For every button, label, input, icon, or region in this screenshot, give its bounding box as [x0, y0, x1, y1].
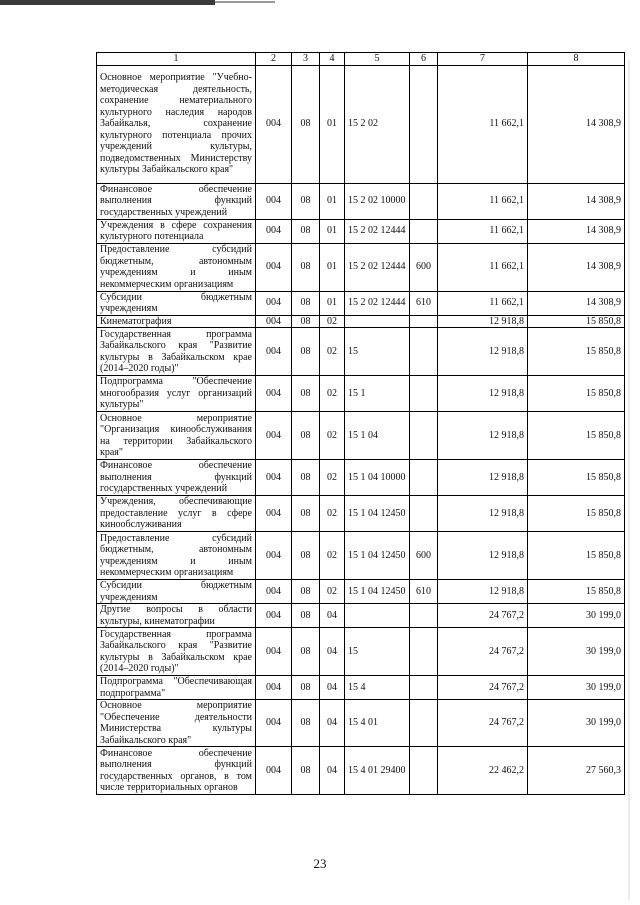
- cell-admin-code: 004: [256, 219, 292, 243]
- cell-admin-code: 004: [256, 376, 292, 412]
- cell-target-article: 15 4 01 29400: [345, 747, 410, 795]
- cell-amount-2: 14 308,9: [528, 243, 625, 291]
- cell-amount-2: 30 199,0: [528, 700, 625, 747]
- cell-amount-1: 12 918,8: [438, 496, 528, 532]
- cell-section: 08: [292, 376, 320, 412]
- cell-expense-type: [410, 460, 438, 496]
- cell-admin-code: 004: [256, 496, 292, 532]
- cell-amount-1: 11 662,1: [438, 65, 528, 183]
- cell-subsection: 04: [320, 604, 345, 628]
- table-header-row: [97, 53, 625, 66]
- table-row: [97, 676, 625, 700]
- cell-amount-2: 30 199,0: [528, 604, 625, 628]
- table-row: [97, 496, 625, 532]
- row-name: Финансовое обеспечение выполнения функций государственных учреждений: [97, 460, 256, 496]
- cell-admin-code: 004: [256, 412, 292, 460]
- cell-section: 08: [292, 291, 320, 315]
- cell-expense-type: [410, 65, 438, 183]
- row-name: Субсидии бюджетным учреждениям: [97, 580, 256, 604]
- row-name: Государственная программа Забайкальского края "Развитие культуры в Забайкальском крае (2014–2020 годы)": [97, 628, 256, 676]
- cell-amount-1: 12 918,8: [438, 580, 528, 604]
- cell-amount-2: 15 850,8: [528, 328, 625, 376]
- cell-amount-2: 15 850,8: [528, 496, 625, 532]
- cell-subsection: 02: [320, 496, 345, 532]
- cell-target-article: 15 2 02 10000: [345, 183, 410, 219]
- row-name: Финансовое обеспечение выполнения функций государственных органов, в том числе территориальных органов: [97, 747, 256, 795]
- cell-expense-type: [410, 219, 438, 243]
- row-name: Основное мероприятие "Организация кинообслуживания на территории Забайкальского края": [97, 412, 256, 460]
- cell-subsection: 01: [320, 243, 345, 291]
- cell-section: 08: [292, 580, 320, 604]
- cell-admin-code: 004: [256, 183, 292, 219]
- table-row: [97, 412, 625, 460]
- cell-admin-code: 004: [256, 243, 292, 291]
- cell-amount-2: 30 199,0: [528, 676, 625, 700]
- cell-section: 08: [292, 496, 320, 532]
- cell-target-article: 15 1 04 12450: [345, 496, 410, 532]
- cell-expense-type: [410, 747, 438, 795]
- page-number: 23: [313, 856, 327, 871]
- cell-subsection: 04: [320, 747, 345, 795]
- cell-subsection: 04: [320, 676, 345, 700]
- cell-target-article: 15 4 01: [345, 700, 410, 747]
- cell-target-article: [345, 315, 410, 328]
- cell-section: 08: [292, 604, 320, 628]
- cell-amount-1: 12 918,8: [438, 412, 528, 460]
- cell-admin-code: 004: [256, 747, 292, 795]
- cell-subsection: 02: [320, 315, 345, 328]
- cell-amount-1: 24 767,2: [438, 676, 528, 700]
- cell-amount-2: 15 850,8: [528, 580, 625, 604]
- cell-admin-code: 004: [256, 700, 292, 747]
- cell-section: 08: [292, 183, 320, 219]
- cell-expense-type: [410, 604, 438, 628]
- cell-target-article: 15 2 02 12444: [345, 219, 410, 243]
- cell-admin-code: 004: [256, 65, 292, 183]
- cell-amount-1: 24 767,2: [438, 604, 528, 628]
- cell-amount-2: 30 199,0: [528, 628, 625, 676]
- cell-expense-type: 610: [410, 580, 438, 604]
- column-header: 1: [97, 53, 256, 66]
- cell-subsection: 04: [320, 700, 345, 747]
- cell-section: 08: [292, 315, 320, 328]
- row-name: Подпрограмма "Обеспечение многообразия услуг организаций культуры": [97, 376, 256, 412]
- cell-amount-1: 24 767,2: [438, 700, 528, 747]
- row-name: Учреждения в сфере сохранения культурного потенциала: [97, 219, 256, 243]
- cell-admin-code: 004: [256, 604, 292, 628]
- row-name: Кинематография: [97, 315, 256, 328]
- cell-target-article: 15 1 04 10000: [345, 460, 410, 496]
- cell-amount-2: 15 850,8: [528, 460, 625, 496]
- cell-expense-type: [410, 676, 438, 700]
- cell-amount-1: 22 462,2: [438, 747, 528, 795]
- cell-amount-1: 12 918,8: [438, 315, 528, 328]
- cell-amount-1: 11 662,1: [438, 219, 528, 243]
- cell-expense-type: [410, 315, 438, 328]
- table-row: [97, 700, 625, 747]
- cell-expense-type: [410, 700, 438, 747]
- cell-amount-2: 15 850,8: [528, 532, 625, 580]
- cell-amount-1: 12 918,8: [438, 532, 528, 580]
- table-row: [97, 219, 625, 243]
- column-header: 2: [256, 53, 292, 66]
- cell-section: 08: [292, 532, 320, 580]
- table-row: [97, 580, 625, 604]
- table-row: [97, 315, 625, 328]
- cell-subsection: 01: [320, 291, 345, 315]
- cell-expense-type: [410, 412, 438, 460]
- cell-section: 08: [292, 747, 320, 795]
- cell-amount-2: 15 850,8: [528, 315, 625, 328]
- row-name: Государственная программа Забайкальского края "Развитие культуры в Забайкальском крае (2014–2020 годы)": [97, 328, 256, 376]
- cell-amount-2: 27 560,3: [528, 747, 625, 795]
- cell-subsection: 02: [320, 580, 345, 604]
- cell-amount-1: 12 918,8: [438, 460, 528, 496]
- cell-section: 08: [292, 219, 320, 243]
- cell-admin-code: 004: [256, 315, 292, 328]
- cell-target-article: [345, 604, 410, 628]
- cell-expense-type: [410, 496, 438, 532]
- cell-expense-type: 610: [410, 291, 438, 315]
- table-row: [97, 532, 625, 580]
- table-row: [97, 376, 625, 412]
- cell-target-article: 15 2 02 12444: [345, 243, 410, 291]
- table-row: [97, 291, 625, 315]
- cell-target-article: 15 1 04 12450: [345, 580, 410, 604]
- cell-amount-1: 12 918,8: [438, 376, 528, 412]
- table-row: [97, 628, 625, 676]
- scan-edge-shadow: [628, 60, 630, 900]
- cell-amount-1: 11 662,1: [438, 183, 528, 219]
- row-name: Финансовое обеспечение выполнения функций государственных учреждений: [97, 183, 256, 219]
- cell-section: 08: [292, 676, 320, 700]
- cell-amount-2: 14 308,9: [528, 65, 625, 183]
- cell-admin-code: 004: [256, 628, 292, 676]
- cell-section: 08: [292, 243, 320, 291]
- table-row: [97, 747, 625, 795]
- table-row: [97, 328, 625, 376]
- scan-artifact-bar: [0, 0, 215, 5]
- row-name: Подпрограмма "Обеспечивающая подпрограмма": [97, 676, 256, 700]
- cell-expense-type: [410, 376, 438, 412]
- table-row: [97, 460, 625, 496]
- table-row: [97, 183, 625, 219]
- column-header: 3: [292, 53, 320, 66]
- cell-admin-code: 004: [256, 532, 292, 580]
- column-header: 4: [320, 53, 345, 66]
- cell-subsection: 02: [320, 460, 345, 496]
- cell-expense-type: [410, 328, 438, 376]
- row-name: Предоставление субсидий бюджетным, автономным учреждениям и иным некоммерческим организациям: [97, 243, 256, 291]
- cell-subsection: 02: [320, 376, 345, 412]
- cell-expense-type: 600: [410, 532, 438, 580]
- cell-admin-code: 004: [256, 460, 292, 496]
- cell-admin-code: 004: [256, 291, 292, 315]
- cell-section: 08: [292, 412, 320, 460]
- cell-amount-1: 12 918,8: [438, 328, 528, 376]
- column-header: 5: [345, 53, 410, 66]
- row-name: Основное мероприятие "Обеспечение деятельности Министерства культуры Забайкальского края": [97, 700, 256, 747]
- cell-amount-2: 14 308,9: [528, 183, 625, 219]
- column-header: 6: [410, 53, 438, 66]
- cell-amount-2: 15 850,8: [528, 376, 625, 412]
- cell-section: 08: [292, 328, 320, 376]
- cell-target-article: 15 1 04: [345, 412, 410, 460]
- cell-section: 08: [292, 700, 320, 747]
- cell-subsection: 01: [320, 219, 345, 243]
- cell-section: 08: [292, 65, 320, 183]
- scan-artifact-line: [215, 1, 275, 3]
- cell-target-article: 15 1: [345, 376, 410, 412]
- row-name: Учреждения, обеспечивающие предоставление услуг в сфере кинообслуживания: [97, 496, 256, 532]
- cell-subsection: 01: [320, 183, 345, 219]
- row-name: Предоставление субсидий бюджетным, автономным учреждениям и иным некоммерческим организациям: [97, 532, 256, 580]
- table-row: [97, 604, 625, 628]
- cell-amount-2: 14 308,9: [528, 219, 625, 243]
- table-row: [97, 65, 625, 183]
- cell-subsection: 02: [320, 412, 345, 460]
- column-header: 8: [528, 53, 625, 66]
- cell-amount-2: 14 308,9: [528, 291, 625, 315]
- cell-target-article: 15: [345, 328, 410, 376]
- cell-expense-type: [410, 628, 438, 676]
- cell-target-article: 15 4: [345, 676, 410, 700]
- cell-target-article: 15: [345, 628, 410, 676]
- cell-section: 08: [292, 460, 320, 496]
- cell-subsection: 02: [320, 328, 345, 376]
- budget-table: [96, 52, 625, 795]
- cell-target-article: 15 1 04 12450: [345, 532, 410, 580]
- column-header: 7: [438, 53, 528, 66]
- cell-amount-2: 15 850,8: [528, 412, 625, 460]
- cell-expense-type: 600: [410, 243, 438, 291]
- cell-amount-1: 11 662,1: [438, 291, 528, 315]
- cell-amount-1: 24 767,2: [438, 628, 528, 676]
- cell-amount-1: 11 662,1: [438, 243, 528, 291]
- cell-admin-code: 004: [256, 328, 292, 376]
- table-row: [97, 243, 625, 291]
- cell-admin-code: 004: [256, 676, 292, 700]
- row-name: Основное мероприятие "Учебно-методическая деятельность, сохранение нематериального культурного наследия народов Забайкалья, сохранение культурного потенциала прочих учреждений культуры, подведомственных Министерству культуры Забайкальского края": [97, 65, 256, 183]
- row-name: Другие вопросы в области культуры, кинематографии: [97, 604, 256, 628]
- cell-subsection: 04: [320, 628, 345, 676]
- cell-section: 08: [292, 628, 320, 676]
- cell-subsection: 01: [320, 65, 345, 183]
- cell-target-article: 15 2 02: [345, 65, 410, 183]
- cell-admin-code: 004: [256, 580, 292, 604]
- row-name: Субсидии бюджетным учреждениям: [97, 291, 256, 315]
- cell-subsection: 02: [320, 532, 345, 580]
- cell-expense-type: [410, 183, 438, 219]
- cell-target-article: 15 2 02 12444: [345, 291, 410, 315]
